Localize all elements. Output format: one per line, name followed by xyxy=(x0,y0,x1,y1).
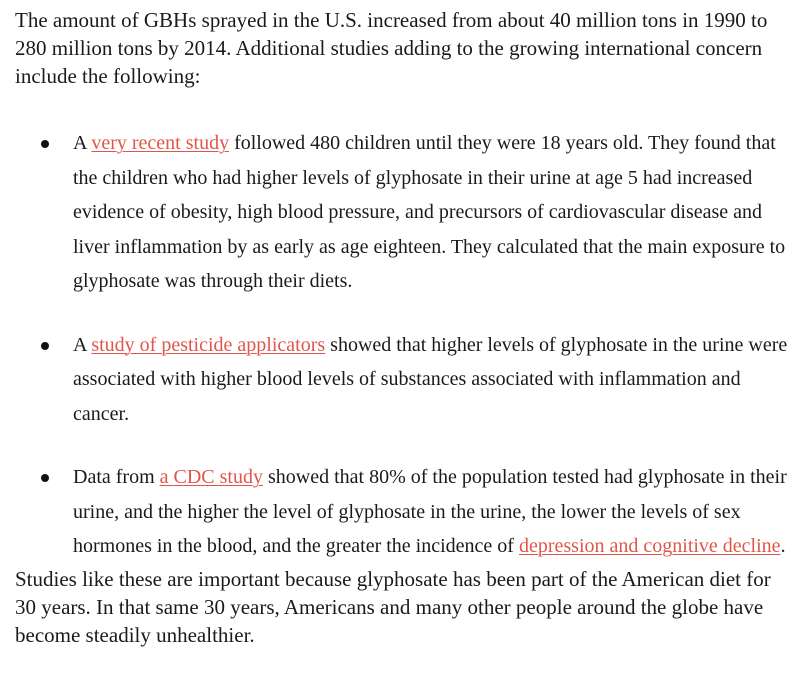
link-depression-and-cognitive-decline[interactable]: depression and cognitive decline xyxy=(518,535,781,557)
outro-paragraph: Studies like these are important because glyphosate has been part of the American diet for 30 years. In that same 30 years, Americans and many other people around the globe have become steadily unhealthier. xyxy=(15,566,771,647)
list-item-pesticide-applicators xyxy=(15,328,790,432)
bullet-dot-icon xyxy=(41,342,49,350)
bullet-dot-icon xyxy=(41,140,49,148)
bullet-dot-icon xyxy=(41,474,49,482)
bullet-text-after: followed 480 children until they were 18 years old. They found that the children who had higher levels of glyphosate in their urine at age 5 had increased evidence of obesity, high blood pressure, and precursors of cardiovascular disease and liver inflammation by as early as age eighteen. They calculated that the main exposure to glyphosate was through their diets. xyxy=(73,132,786,292)
list-item-very-recent-study xyxy=(15,126,790,299)
link-cdc-study[interactable]: a CDC study xyxy=(159,466,263,488)
link-very-recent-study[interactable]: very recent study xyxy=(91,132,230,154)
bullet-text-after: showed that higher levels of glyphosate in the urine were associated with higher blood levels of substances associated with inflammation and cancer. xyxy=(73,333,788,425)
bullet-text-before: A xyxy=(73,132,92,154)
bullet-text-before: Data from xyxy=(73,466,160,488)
bullet-text-before: A xyxy=(73,333,92,356)
bullet-text-after: showed that 80% of the population tested had glyphosate in their urine, and the higher the level of glyphosate in the urine, the lower the levels of sex hormones in the blood, and the greater the incidence of xyxy=(73,466,787,557)
list-item-cdc-study xyxy=(15,460,790,564)
intro-paragraph: The amount of GBHs sprayed in the U.S. increased from about 40 million tons in 1990 to 280 million tons by 2014. Additional studies adding to the growing international concern include the following: xyxy=(15,8,768,88)
bullet-text-end: . xyxy=(780,535,786,557)
article-body xyxy=(15,0,790,649)
link-study-of-pesticide-applicators[interactable]: study of pesticide applicators xyxy=(91,333,326,356)
studies-list xyxy=(15,126,790,564)
